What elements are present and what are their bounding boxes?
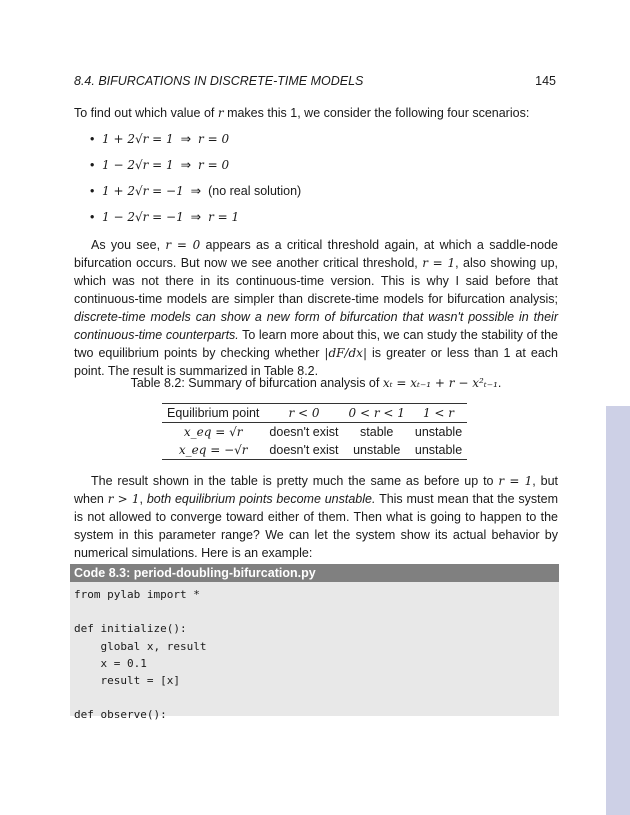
code-line: def observe(): — [74, 708, 167, 722]
table-cell: doesn't exist — [269, 425, 339, 439]
table-header-row — [162, 404, 467, 423]
scenario-list — [90, 130, 301, 234]
bullet-lhs: 1 + 2√r = 1 — [102, 132, 174, 146]
caption-text: Table 8.2: Summary of bifurcation analysis of — [130, 376, 383, 390]
bullet-rhs: r = 1 — [208, 210, 240, 224]
emphasized-text: discrete-time models can show a new form of bifurcation that wasn't possible in their continuous-time counterparts. — [74, 310, 558, 342]
text-run: , but when — [74, 474, 558, 506]
page-number: 145 — [535, 74, 556, 88]
caption-math: xₜ = xₜ₋₁ + r − x²ₜ₋₁ — [382, 376, 498, 390]
column-header: 0 < r < 1 — [344, 404, 410, 423]
column-header: Equilibrium point — [162, 404, 264, 423]
table-cell: x_eq = −√r — [162, 441, 264, 460]
inline-math: |dF/dx| — [324, 346, 367, 360]
bullet-rhs: (no real solution) — [208, 184, 302, 198]
bullet-lhs: 1 − 2√r = 1 — [102, 158, 174, 172]
running-header — [74, 74, 558, 88]
table-cell: unstable — [344, 441, 410, 460]
implies-arrow: ⇒ — [180, 158, 192, 172]
text-run: is greater or less than 1 at each point. The result is summarized in Table 8.2. — [74, 346, 558, 378]
column-header: r < 0 — [264, 404, 343, 423]
code-listing — [70, 582, 559, 722]
list-item: • 1 + 2√r = −1 ⇒ (no real solution) — [90, 184, 302, 198]
list-item: • 1 − 2√r = 1 ⇒ r = 0 — [90, 158, 230, 172]
code-line: result = [x] — [74, 674, 180, 687]
text-run: , — [139, 492, 147, 506]
inline-math: r = 1 — [422, 256, 456, 270]
inline-math: r = 0 — [165, 238, 201, 252]
bullet-rhs: r = 0 — [198, 132, 230, 146]
table-cell: x_eq = √r — [183, 425, 243, 439]
implies-arrow: ⇒ — [190, 184, 202, 198]
body-paragraph-2 — [74, 472, 558, 562]
code-line: global x, result — [74, 639, 207, 653]
table-row — [162, 423, 467, 442]
bifurcation-summary-table — [162, 403, 467, 460]
intro-paragraph — [74, 104, 558, 122]
code-line — [74, 603, 559, 620]
intro-math-r: r — [217, 106, 224, 120]
bullet-lhs: 1 − 2√r = −1 — [102, 210, 184, 224]
text-run: To learn more about this, we can study the stability of the two equilibrium points by checking whether — [74, 328, 559, 360]
implies-arrow: ⇒ — [180, 132, 192, 146]
table-caption — [74, 376, 558, 390]
code-block — [70, 582, 559, 724]
list-item: • 1 − 2√r = −1 ⇒ r = 1 — [90, 210, 240, 224]
text-run: This must mean that the system is not allowed to converge toward either of them. Then what is going to happen to the system in this parameter range? We can let the system show its actual behavior by numerical simulations. Here is an example: — [74, 492, 559, 560]
code-listing-title: Code 8.3: period-doubling-bifurcation.py — [70, 564, 559, 582]
body-paragraph-1 — [74, 236, 558, 380]
inline-math: r > 1 — [107, 492, 140, 506]
bullet-lhs: 1 + 2√r = −1 — [102, 184, 184, 198]
implies-arrow: ⇒ — [190, 210, 202, 224]
text-run: appears as a critical threshold again, at which a saddle-node bifurcation occurs. But now we see another critical threshold, — [74, 238, 558, 270]
text-run: As you see, — [91, 238, 166, 252]
table-cell: doesn't exist — [264, 441, 343, 460]
table-cell: unstable — [414, 425, 463, 439]
emphasized-text: both equilibrium points become unstable. — [146, 492, 376, 506]
chapter-side-tab — [606, 406, 630, 815]
column-header: 1 < r — [410, 404, 467, 423]
caption-end: . — [497, 376, 502, 390]
intro-text-start: To find out which value of — [74, 106, 218, 120]
text-run: , also showing up, which was not there in its continuous-time version. This is why I said before that continuous-time models are simpler than discrete-time models for bifurcation analysis; — [74, 256, 558, 306]
table-cell: unstable — [410, 441, 467, 460]
bullet-rhs: r = 0 — [198, 158, 230, 172]
code-line: def initialize(): — [74, 622, 187, 636]
code-line — [74, 689, 559, 706]
table-cell: stable — [360, 425, 394, 439]
code-line: x = 0.1 — [74, 656, 147, 670]
section-title: 8.4. BIFURCATIONS IN DISCRETE-TIME MODELS — [74, 74, 364, 88]
list-item: • 1 + 2√r = 1 ⇒ r = 0 — [90, 132, 230, 146]
code-line: from pylab import * — [74, 588, 200, 601]
table-row — [162, 441, 467, 460]
text-run: The result shown in the table is pretty much the same as before up to — [91, 474, 499, 488]
intro-text-end: makes this 1, we consider the following four scenarios: — [223, 106, 530, 120]
inline-math: r = 1 — [498, 474, 533, 488]
